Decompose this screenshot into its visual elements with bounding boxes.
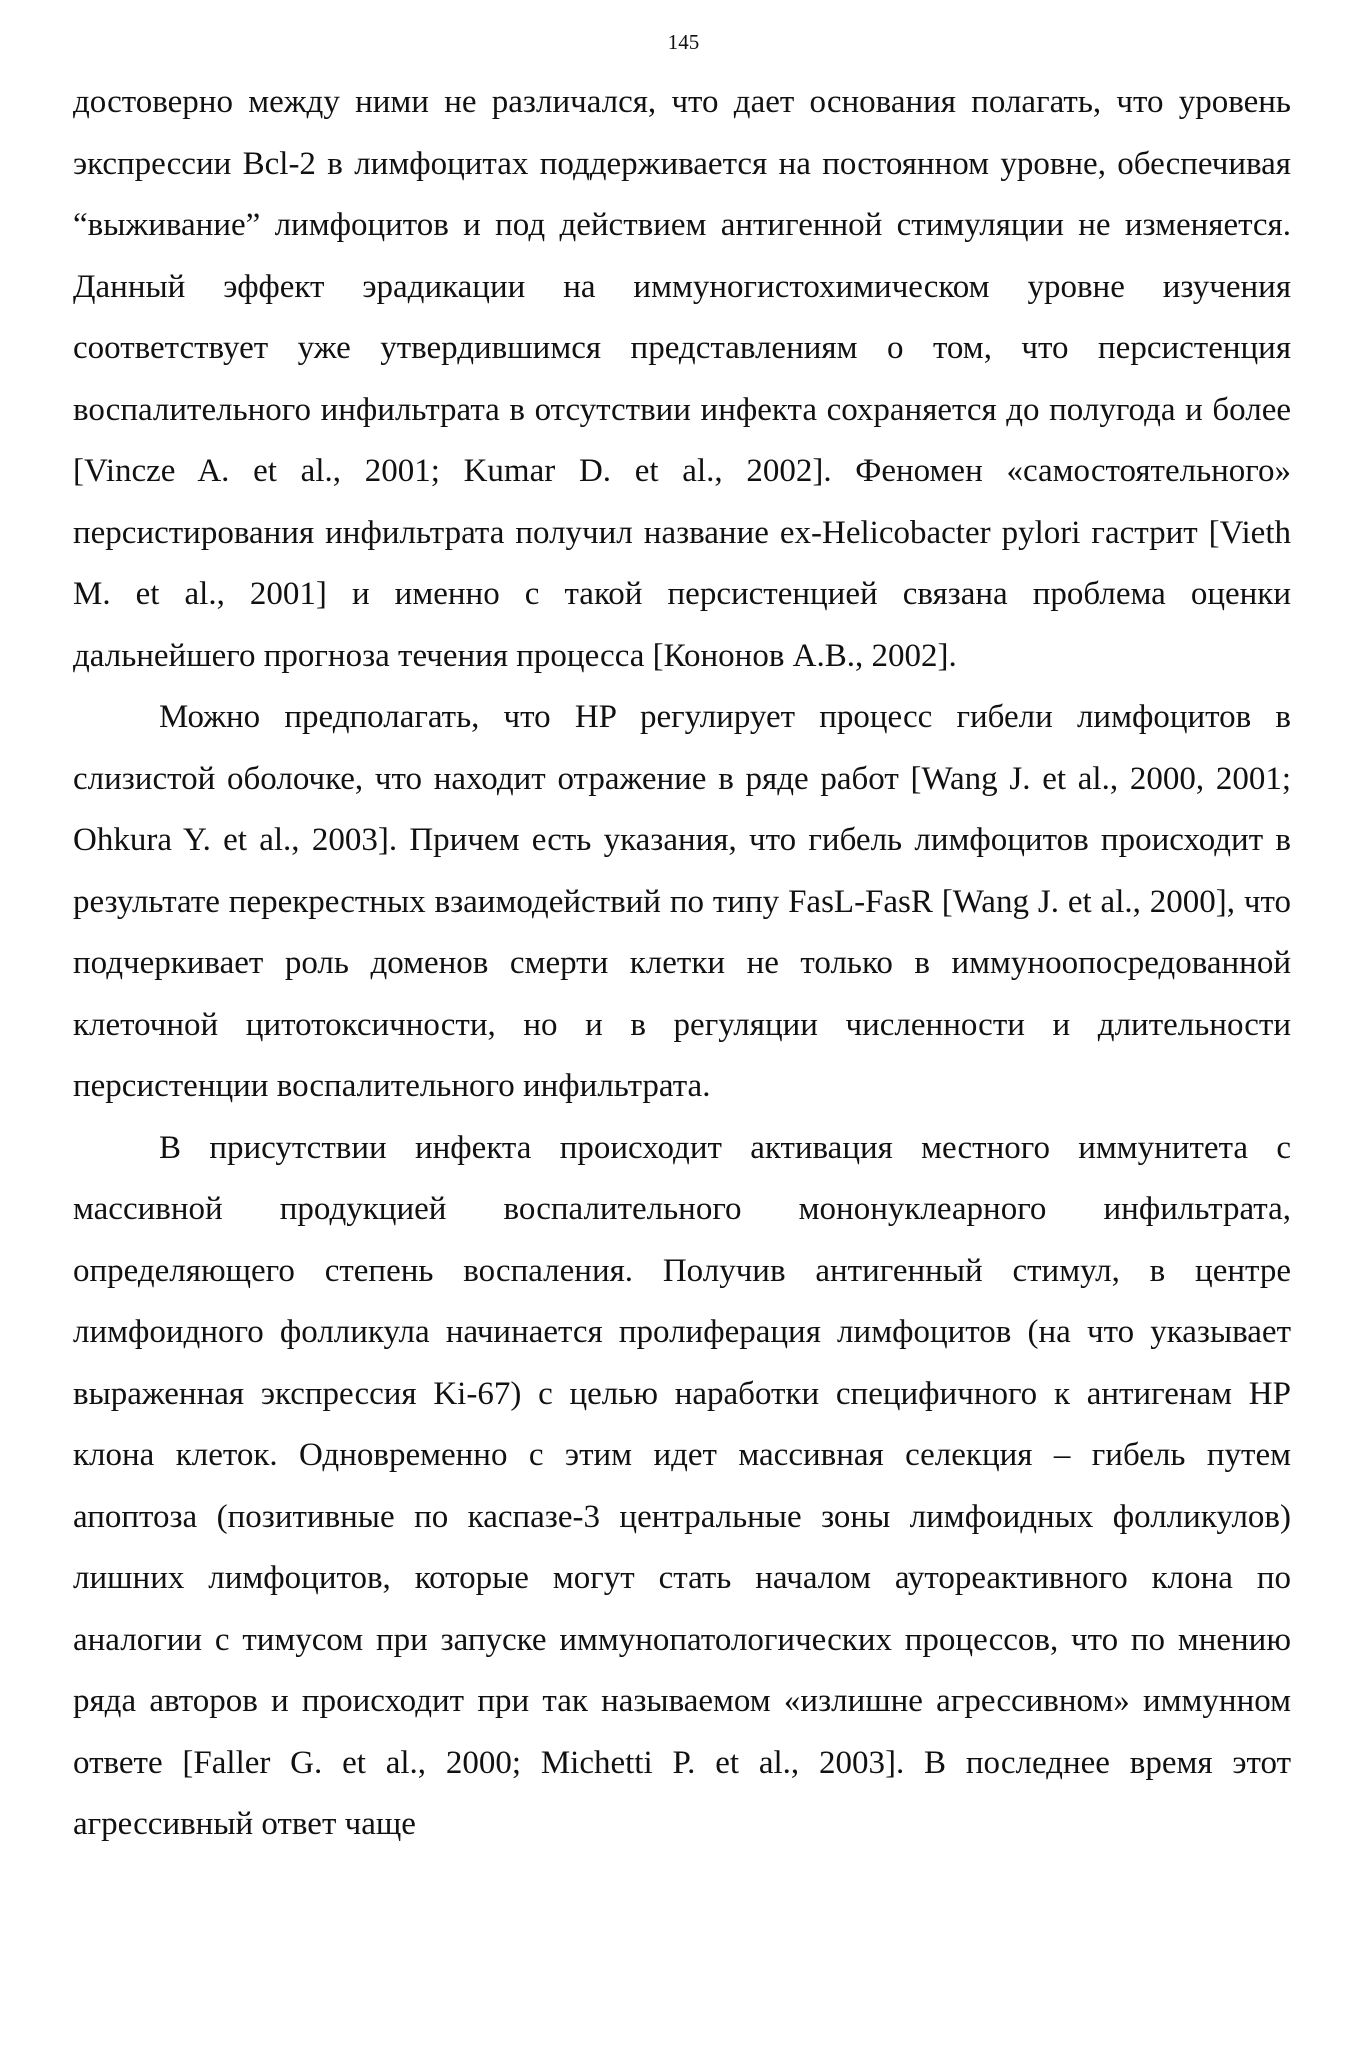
paragraph-hp-lymphocyte-death: Можно предполагать, что HP регулирует процесс гибели лимфоцитов в слизистой оболочке, что находит отражение в ряде работ [Wang J. et al., 2000, 2001; Ohkura Y. et al., 2003]. Причем есть указания, что гибель лимфоцитов происходит в результате перекрестных взаимодействий по типу FasL-FasR [Wang J. et al., 2000], что подчеркивает роль доменов смерти клетки не только в иммуноопосредованной клеточной цитотоксичности, но и в регуляции численности и длительности персистенции воспалительного инфильтрата. — [73, 699, 1291, 1104]
page-number: 145 — [667, 30, 700, 54]
document-body — [73, 72, 1291, 1856]
paragraph-local-immunity-activation: В присутствии инфекта происходит активация местного иммунитета с массивной продукцией воспалительного мононуклеарного инфильтрата, определяющего степень воспаления. Получив антигенный стимул, в центре лимфоидного фолликула начинается пролиферация лимфоцитов (на что указывает выраженная экспрессия Ki-67) с целью наработки специфичного к антигенам HP клона клеток. Одновременно с этим идет массивная селекция – гибель путем апоптоза (позитивные по каспазе-3 центральные зоны лимфоидных фолликулов) лишних лимфоцитов, которые могут стать началом аутореактивного клона по аналогии с тимусом при запуске иммунопатологических процессов, что по мнению ряда авторов и происходит при так называемом «излишне агрессивном» иммунном ответе [Faller G. et al., 2000; Michetti P. et al., 2003]. В последнее время этот агрессивный ответ чаще — [73, 1129, 1291, 1842]
paragraph-continuation: достоверно между ними не различался, что дает основания полагать, что уровень экспрессии Bcl-2 в лимфоцитах поддерживается на постоянном уровне, обеспечивая “выживание” лимфоцитов и под действием антигенной стимуляции не изменяется. Данный эффект эрадикации на иммуногистохимическом уровне изучения соответствует уже утвердившимся представлениям о том, что персистенция воспалительного инфильтрата в отсутствии инфекта сохраняется до полугода и более [Vincze A. et al., 2001; Kumar D. et al., 2002]. Феномен «самостоятельного» персистирования инфильтрата получил название ex-Helicobacter pylori гастрит [Vieth M. et al., 2001] и именно с такой персистенцией связана проблема оценки дальнейшего прогноза течения процесса [Кононов А.В., 2002]. — [73, 84, 1291, 674]
